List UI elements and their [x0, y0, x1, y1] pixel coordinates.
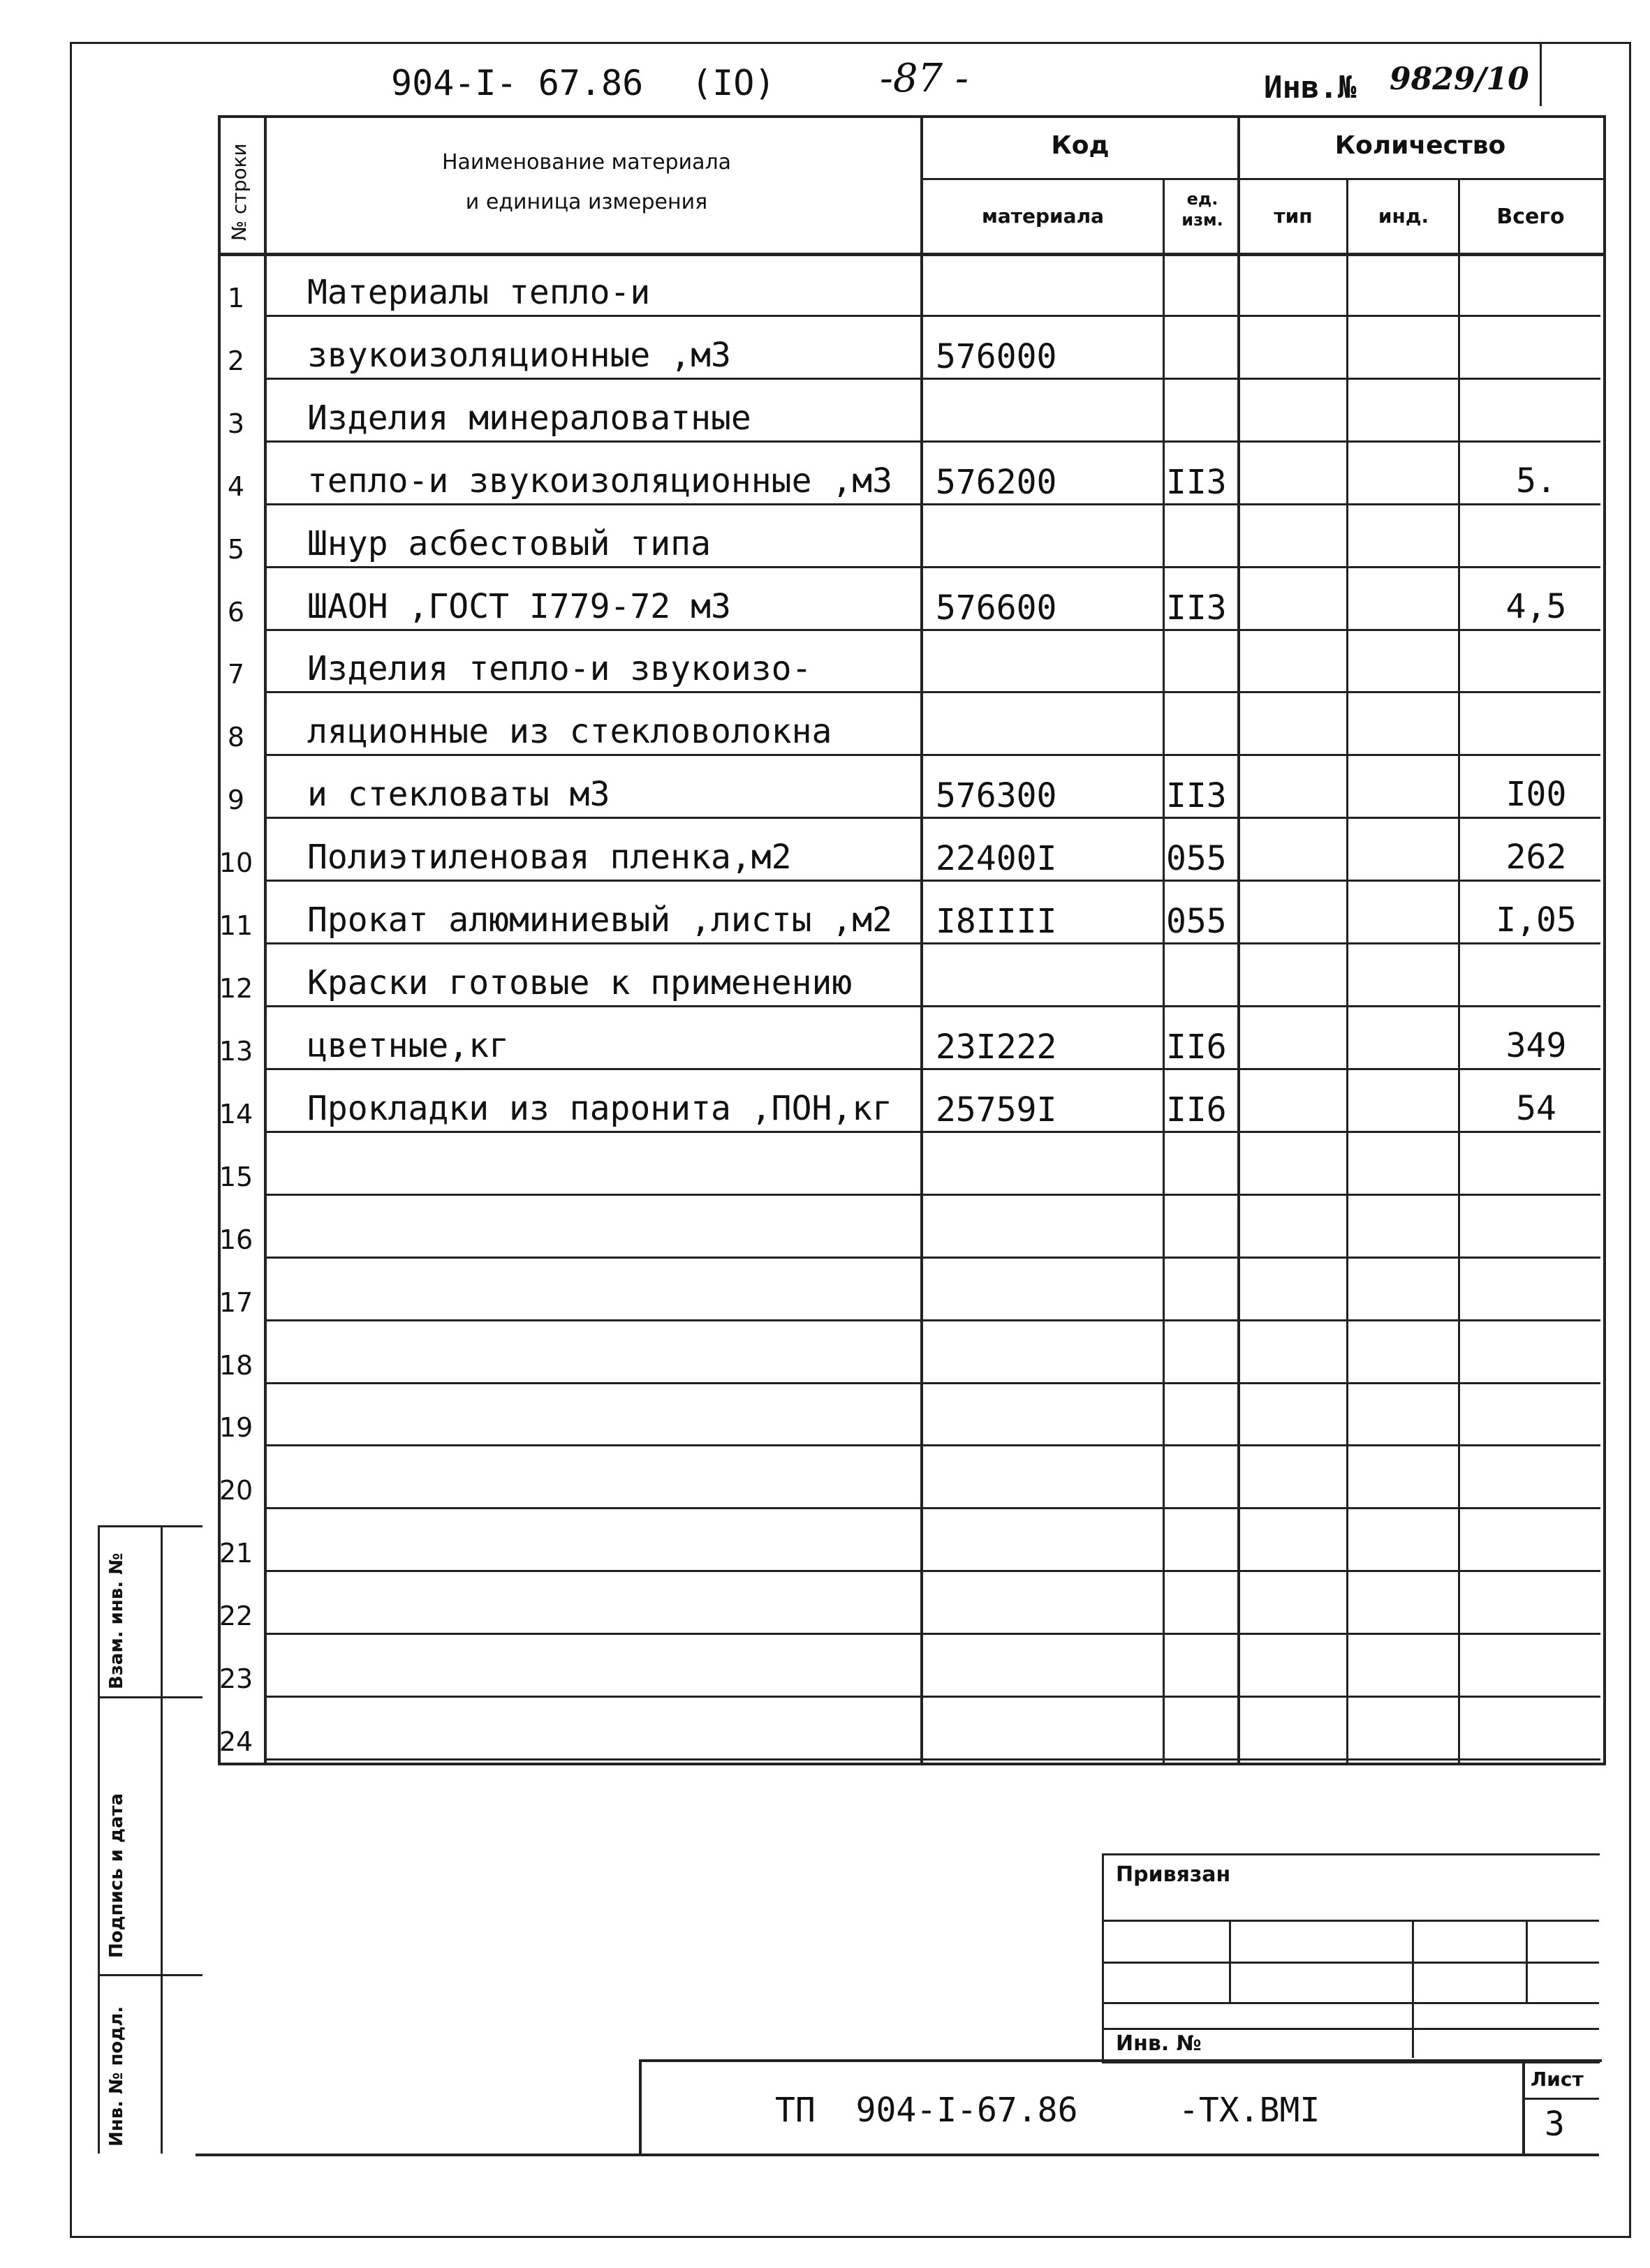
qty-total-header: Всего [1496, 205, 1565, 229]
material-name: Прокладки из паронита ,ПОН,кг [307, 1088, 893, 1128]
qty-type-header: тип [1274, 205, 1313, 228]
header-separator [1540, 42, 1542, 106]
material-code: I8IIII [936, 902, 1057, 942]
inv-podl-label: Инв. № подл. [106, 2006, 127, 2147]
material-code: 576200 [936, 462, 1057, 502]
quantity-total: I,05 [1496, 900, 1577, 940]
row-number: 18 [219, 1349, 253, 1381]
row-divider [264, 1633, 1600, 1635]
col-divider-rownum [264, 115, 267, 1763]
col-divider-qty [1237, 115, 1240, 1763]
row-divider [264, 378, 1600, 380]
row-divider [264, 942, 1600, 944]
row-number: 17 [219, 1287, 253, 1318]
doc-part: (IO) [691, 63, 776, 103]
unit-code: II3 [1166, 588, 1227, 628]
unit-code: II6 [1166, 1090, 1227, 1129]
side-strip-top [98, 1525, 202, 1527]
row-divider [264, 880, 1600, 882]
side-strip-right [161, 1525, 163, 2154]
qty-ind-header: инд. [1378, 205, 1429, 228]
code-header: Код [1051, 131, 1110, 160]
code-material-header: материала [982, 205, 1104, 228]
col-divider-type [1346, 178, 1348, 1763]
row-number: 21 [219, 1538, 253, 1569]
stamp-line4 [1102, 2028, 1599, 2030]
row-divider [264, 1194, 1600, 1196]
row-divider [264, 1131, 1600, 1133]
row-divider [264, 1570, 1600, 1572]
stamp-inv-label: Инв. № [1116, 2031, 1202, 2056]
page-mark: -87 - [880, 56, 968, 101]
doc-code: 904-I- 67.86 [391, 63, 644, 103]
title-block-bottom [196, 2154, 1599, 2156]
row-number: 22 [219, 1601, 253, 1632]
material-name: цветные,кг [307, 1025, 509, 1065]
sheet-number: 3 [1545, 2105, 1565, 2144]
row-number: 13 [219, 1035, 253, 1067]
row-divider [264, 1758, 1600, 1761]
material-code: 576600 [936, 588, 1057, 628]
row-divider [264, 1507, 1600, 1509]
material-name: Изделия минераловатные [307, 398, 751, 438]
unit-code: II3 [1166, 776, 1227, 816]
name-header-line1: Наименование материала [441, 150, 732, 175]
row-number: 3 [227, 408, 245, 439]
sheet-cell-line [1522, 2098, 1599, 2100]
row-number: 24 [219, 1726, 253, 1757]
row-divider [264, 629, 1600, 631]
row-number: 20 [219, 1475, 253, 1506]
row-number-header: № строки [228, 143, 251, 241]
row-divider [264, 691, 1600, 693]
material-code: 576300 [936, 776, 1057, 816]
row-number: 2 [227, 345, 245, 376]
unit-code: II6 [1166, 1027, 1227, 1067]
sheet-label: Лист [1531, 2068, 1584, 2091]
stamp-vline3 [1526, 1921, 1528, 2003]
stamp-line2 [1102, 1962, 1599, 1964]
stamp-vline2 [1412, 1921, 1414, 2058]
material-name: и стекловаты мЗ [307, 775, 610, 815]
material-name: тепло-и звукоизоляционные ,мЗ [307, 461, 893, 501]
material-code: 576000 [936, 336, 1057, 376]
vzam-inv-label: Взам. инв. № [106, 1552, 127, 1689]
material-name: Шнур асбестовый типа [307, 524, 711, 563]
row-number: 9 [227, 785, 245, 816]
stamp-vline1 [1229, 1921, 1231, 2003]
unit-code: II3 [1166, 462, 1227, 502]
side-strip-left [98, 1525, 100, 2154]
unit-code: 055 [1166, 902, 1227, 942]
stamp-line1 [1102, 1920, 1599, 1922]
row-number: 8 [227, 722, 245, 753]
row-number: 14 [219, 1098, 253, 1129]
side-strip-div1 [98, 1696, 202, 1698]
row-number: 6 [227, 596, 245, 628]
inventory-label: Инв.№ [1264, 70, 1357, 105]
unit-code: 055 [1166, 839, 1227, 879]
material-name: ШАОН ,ГОСТ I779-72 мЗ [307, 586, 731, 626]
row-number: 5 [227, 533, 245, 565]
material-name: Полиэтиленовая пленка,м2 [307, 838, 792, 877]
name-header-line2: и единица измерения [465, 190, 708, 214]
side-strip-div2 [98, 1974, 202, 1976]
col-divider-ind [1458, 178, 1460, 1763]
header-subdivider [920, 178, 1603, 180]
material-name: Прокат алюминиевый ,листы ,м2 [307, 900, 893, 940]
row-divider [264, 754, 1600, 756]
material-code: 23I222 [936, 1027, 1057, 1067]
code-unit-header: ед. изм. [1181, 189, 1223, 230]
row-number: 1 [227, 282, 245, 313]
row-divider [264, 440, 1600, 443]
quantity-total: 5. [1516, 461, 1556, 501]
material-code: 25759I [936, 1090, 1057, 1129]
row-number: 4 [227, 470, 245, 502]
quantity-total: 349 [1505, 1025, 1567, 1065]
inventory-number: 9829/10 [1390, 61, 1529, 97]
material-name: звукоизоляционные ,мЗ [307, 335, 731, 375]
sheet-cell-divider [1522, 2059, 1525, 2154]
row-divider [264, 1444, 1600, 1446]
designation: ТП 904-I-67.86 -ТХ.ВМI [775, 2091, 1320, 2130]
quantity-total: 4,5 [1505, 586, 1567, 626]
row-divider [264, 566, 1600, 568]
row-divider [264, 1068, 1600, 1070]
row-divider [264, 817, 1600, 819]
row-number: 10 [219, 847, 253, 879]
col-divider-unit [1163, 178, 1165, 1763]
material-code: 22400I [936, 839, 1057, 879]
quantity-total: 54 [1516, 1088, 1556, 1128]
material-name: Изделия тепло-и звукоизо- [307, 649, 812, 689]
row-divider [264, 1257, 1600, 1259]
stamp-line3 [1102, 2002, 1599, 2004]
row-divider [264, 315, 1600, 317]
row-number: 19 [219, 1412, 253, 1444]
signature-date-label: Подпись и дата [106, 1793, 127, 1958]
row-divider [264, 1382, 1600, 1384]
quantity-total: I00 [1505, 775, 1567, 815]
row-number: 23 [219, 1663, 253, 1695]
row-divider [264, 1696, 1600, 1698]
header-bottom [218, 253, 1603, 256]
quantity-header: Количество [1334, 131, 1506, 160]
material-name: Краски готовые к применению [307, 963, 853, 1002]
row-number: 7 [227, 659, 245, 690]
material-name: ляционные из стекловолокна [307, 712, 832, 752]
material-name: Материалы тепло-и [307, 272, 651, 312]
row-number: 11 [219, 910, 253, 942]
row-divider [264, 503, 1600, 505]
row-number: 16 [219, 1224, 253, 1255]
col-divider-name [920, 115, 923, 1763]
row-number: 12 [219, 973, 253, 1004]
quantity-total: 262 [1505, 838, 1567, 877]
row-number: 15 [219, 1161, 253, 1192]
row-divider [264, 1319, 1600, 1321]
privyazan-label: Привязан [1116, 1862, 1231, 1887]
row-divider [264, 1005, 1600, 1007]
